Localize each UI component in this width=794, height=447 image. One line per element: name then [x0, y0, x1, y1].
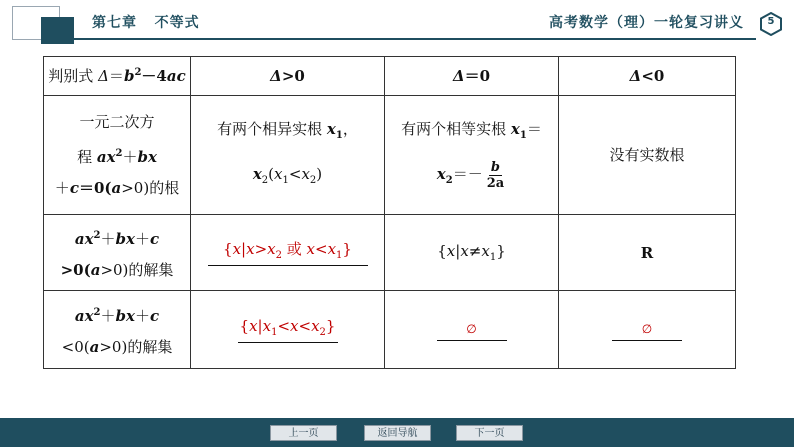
- row-label-roots: 一元二次方 程 $ax^2+bx$ ＋c＝0(a>0)的根: [44, 96, 191, 215]
- solution-greater-delta-negative: R: [559, 215, 736, 291]
- header-delta-positive: Δ>0: [191, 57, 385, 96]
- discriminant-table: [43, 56, 736, 369]
- header-rule: [74, 38, 756, 40]
- answer-text: $\{x|x_1<x<x_2\}$: [239, 316, 336, 338]
- answer-text: {$x|x>x_2$ 或 $x<x_1$}: [223, 239, 352, 261]
- row-label-greater: $ax^2+bx+c$ >0(a>0)的解集: [44, 215, 191, 291]
- next-page-button[interactable]: 下一页: [456, 425, 523, 441]
- back-to-nav-button[interactable]: 返回导航: [364, 425, 431, 441]
- solution-less-delta-zero: [385, 291, 559, 369]
- header-delta-zero: Δ＝0: [385, 57, 559, 96]
- page-number: 5: [767, 16, 775, 27]
- solution-less-delta-negative: [559, 291, 736, 369]
- roots-delta-negative: 没有实数根: [559, 96, 736, 215]
- page-number-badge: [760, 12, 782, 36]
- header-discriminant: 判别式 $\Delta=b^2-4ac$: [44, 57, 191, 96]
- prev-page-button[interactable]: 上一页: [270, 425, 337, 441]
- solution-less-delta-positive: [191, 291, 385, 369]
- answer-underline: [437, 340, 507, 341]
- empty-set-answer: ∅: [641, 321, 653, 336]
- header-corner-block: [41, 17, 74, 44]
- answer-underline: [238, 342, 338, 343]
- table-row: [44, 291, 736, 369]
- table-row: [44, 96, 736, 215]
- solution-greater-delta-positive: [191, 215, 385, 291]
- solution-greater-delta-zero: $\{x|x\ne x_1\}$: [385, 215, 559, 291]
- answer-underline: [612, 340, 682, 341]
- row-label-less: $ax^2+bx+c$ <0(a>0)的解集: [44, 291, 191, 369]
- fraction: $\frac{b}{2a}$: [486, 159, 505, 191]
- header-delta-negative: Δ<0: [559, 57, 736, 96]
- answer-underline: [208, 265, 368, 266]
- course-title: 高考数学（理）一轮复习讲义: [549, 15, 744, 31]
- chapter-title: 第七章 不等式: [92, 15, 200, 31]
- roots-delta-zero: 有两个相等实根 $x_1=$ $x_2=-$ $\frac{b}{2a}$: [385, 96, 559, 215]
- empty-set-answer: ∅: [466, 321, 477, 336]
- table-row: [44, 215, 736, 291]
- roots-delta-positive: 有两个相异实根 $x_1$， $x_2(x_1<x_2)$: [191, 96, 385, 215]
- table-row: [44, 57, 736, 96]
